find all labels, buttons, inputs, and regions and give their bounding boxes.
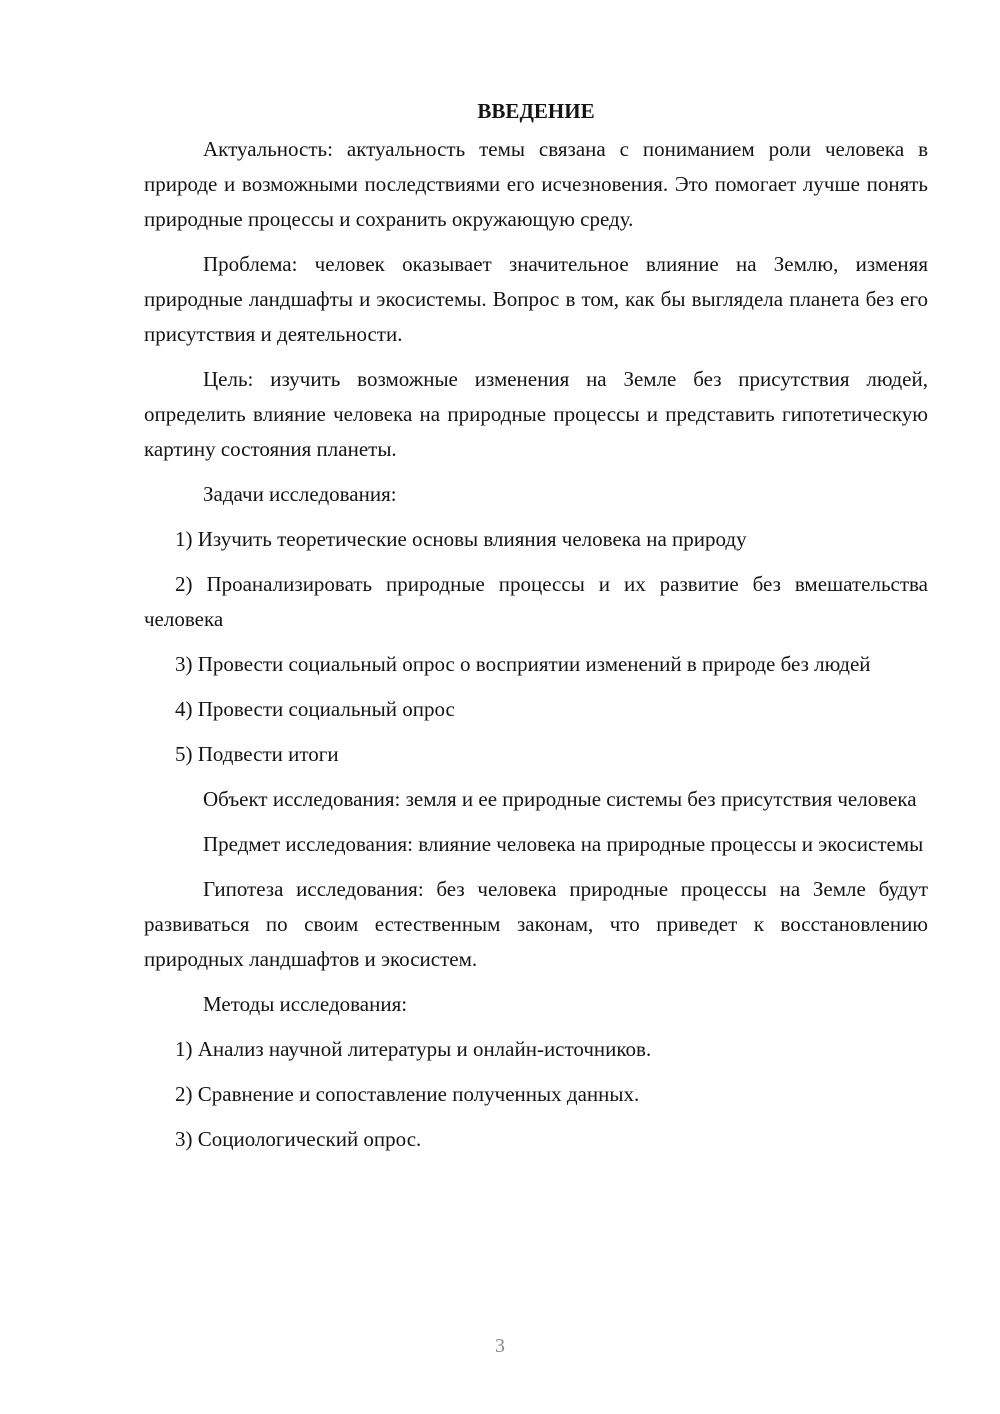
method-item: 1) Анализ научной литературы и онлайн-источников. (175, 1037, 652, 1061)
relevance-paragraph: Актуальность: актуальность темы связана с пониманием роли человека в природе и возможными последствиями его исчезновения. Это помогает лучше понять природные процессы и сохранить окружающую среду. (144, 137, 928, 231)
methods-heading: Методы исследования: (203, 992, 408, 1016)
task-item: 1) Изучить теоретические основы влияния человека на природу (175, 527, 747, 551)
problem-paragraph: Проблема: человек оказывает значительное влияние на Землю, изменяя природные ландшафты и экосистемы. Вопрос в том, как бы выглядела планета без его присутствия и деятельности. (144, 252, 928, 346)
hypothesis-paragraph: Гипотеза исследования: без человека природные процессы на Земле будут развиваться по своим естественным законам, что приведет к восстановлению природных ландшафтов и экосистем. (144, 877, 928, 971)
goal-paragraph: Цель: изучить возможные изменения на Земле без присутствия людей, определить влияние человека на природные процессы и представить гипотетическую картину состояния планеты. (144, 367, 928, 461)
page-title: ВВЕДЕНИЕ (477, 99, 595, 123)
subject-paragraph: Предмет исследования: влияние человека на природные процессы и экосистемы (203, 832, 924, 856)
page-number: 3 (495, 1335, 505, 1357)
task-item: 3) Провести социальный опрос о восприятии изменений в природе без людей (175, 652, 871, 676)
tasks-heading: Задачи исследования: (203, 482, 397, 506)
method-item: 3) Социологический опрос. (175, 1127, 422, 1151)
task-item: 2) Проанализировать природные процессы и их развитие без вмешательства человека (144, 572, 928, 631)
task-item: 4) Провести социальный опрос (175, 697, 455, 721)
object-paragraph: Объект исследования: земля и ее природные системы без присутствия человека (203, 787, 917, 811)
task-item: 5) Подвести итоги (175, 742, 339, 766)
page-content (144, 96, 928, 1167)
method-item: 2) Сравнение и сопоставление полученных данных. (175, 1082, 640, 1106)
